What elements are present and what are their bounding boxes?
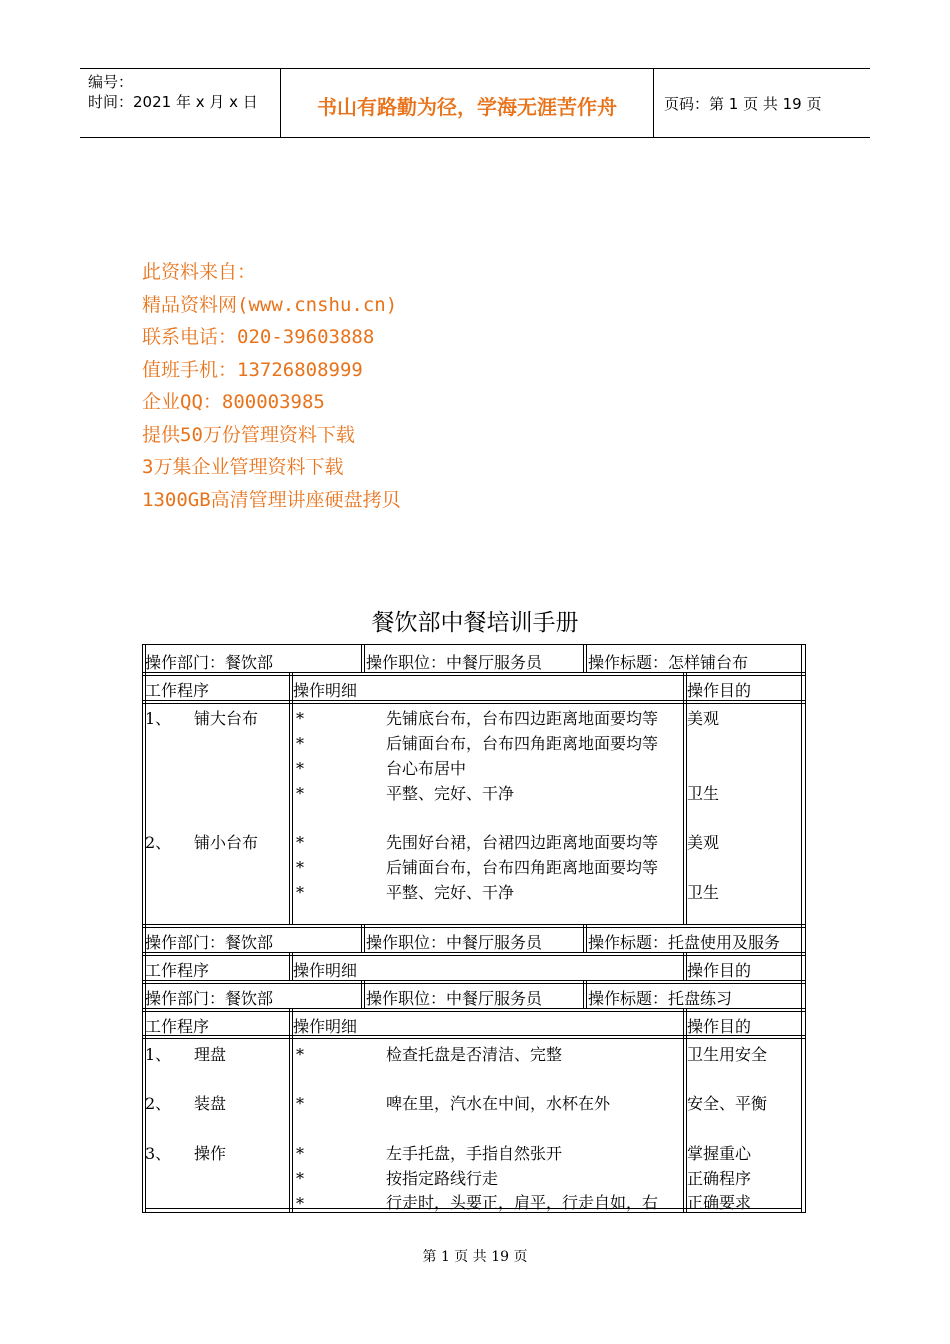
table-border [142, 644, 143, 1213]
col-divider [361, 924, 362, 952]
promo-line: 此资料来自： [142, 261, 257, 283]
step-number: 2、 [145, 833, 172, 852]
row-divider [142, 1011, 806, 1012]
training-table [142, 644, 806, 1213]
promo-line: 企业QQ：800003985 [142, 391, 325, 413]
bullet-mark: * [296, 709, 304, 728]
col-divider [289, 672, 290, 925]
step-number: 1、 [145, 1045, 172, 1064]
promo-line: 值班手机：13726808999 [142, 358, 363, 381]
purpose-text: 安全、平衡 [687, 1094, 768, 1113]
bullet-mark: * [296, 1194, 304, 1213]
detail-text: 后铺面台布，台布四角距离地面要均等 [386, 858, 659, 877]
col-divider [361, 644, 362, 672]
purpose-text: 卫生用安全 [687, 1045, 768, 1064]
col-divider [683, 1008, 684, 1213]
promo-line: 精品资料网(www.cnshu.cn) [142, 293, 398, 316]
col-header-detail: 操作明细 [293, 681, 358, 700]
detail-text: 台心布居中 [386, 759, 467, 778]
step-name: 装盘 [194, 1094, 227, 1113]
row-divider [142, 983, 806, 984]
topic-cell: 操作标题：托盘练习 [588, 989, 733, 1008]
row-divider [142, 924, 806, 925]
col-divider [364, 644, 365, 672]
row-divider [142, 955, 806, 956]
col-divider [683, 672, 684, 925]
detail-text: 按指定路线行走 [386, 1169, 499, 1188]
header-motto-cell [281, 69, 654, 137]
bullet-mark: * [296, 1045, 304, 1064]
promo-line: 联系电话：020-39603888 [142, 326, 375, 348]
table-border [801, 644, 802, 1213]
time-label: 时间：2021 年 x 月 x 日 [88, 93, 258, 111]
col-header-purpose: 操作目的 [687, 681, 752, 700]
number-label: 编号： [88, 73, 134, 91]
promo-line: 1300GB高清管理讲座硬盘拷贝 [142, 488, 401, 511]
purpose-text: 美观 [687, 709, 720, 728]
table-border [805, 644, 806, 1213]
page-footer: 第 1 页 共 19 页 [422, 1249, 528, 1265]
bullet-mark: * [296, 784, 304, 803]
col-divider [364, 980, 365, 1008]
topic-cell: 操作标题：托盘使用及服务 [588, 933, 781, 952]
bullet-mark: * [296, 1094, 304, 1113]
col-divider [586, 924, 587, 952]
col-divider [683, 952, 684, 980]
promo-line: 3万集企业管理资料下载 [142, 456, 344, 478]
purpose-text: 正确要求 [687, 1193, 752, 1212]
header-page-cell [654, 69, 870, 137]
step-name: 操作 [194, 1144, 227, 1163]
header-meta-cell [80, 69, 281, 137]
position-cell: 操作职位：中餐厅服务员 [366, 989, 543, 1008]
purpose-text: 卫生 [687, 784, 720, 803]
step-number: 1、 [145, 709, 172, 728]
page-counter: 页码：第 1 页 共 19 页 [664, 95, 822, 113]
bullet-mark: * [296, 858, 304, 877]
col-divider [289, 952, 290, 980]
col-header-procedure: 工作程序 [145, 961, 210, 980]
step-name: 理盘 [194, 1045, 227, 1064]
col-divider [583, 980, 584, 1008]
bullet-mark: * [296, 833, 304, 852]
motto: 书山有路勤为径，学海无涯苦作舟 [317, 95, 617, 119]
detail-text: 后铺面台布，台布四角距离地面要均等 [386, 734, 659, 753]
document-title: 餐饮部中餐培训手册 [371, 610, 579, 636]
step-number: 2、 [145, 1094, 172, 1113]
purpose-text: 掌握重心 [687, 1144, 752, 1163]
col-header-procedure: 工作程序 [145, 681, 210, 700]
position-cell: 操作职位：中餐厅服务员 [366, 933, 543, 952]
detail-text: 检查托盘是否清洁、完整 [386, 1045, 563, 1064]
table-border [145, 644, 146, 1213]
col-divider [583, 924, 584, 952]
detail-text: 平整、完好、干净 [386, 883, 515, 902]
step-number: 3、 [145, 1144, 172, 1163]
bullet-mark: * [296, 759, 304, 778]
detail-text: 平整、完好、干净 [386, 784, 515, 803]
detail-text: 先铺底台布，台布四边距离地面要均等 [386, 709, 659, 728]
promo-block [142, 256, 401, 516]
page-header [80, 68, 870, 138]
col-divider [361, 980, 362, 1008]
dept-cell: 操作部门：餐饮部 [145, 933, 274, 952]
topic-cell: 操作标题：怎样铺台布 [588, 653, 749, 672]
purpose-text: 正确程序 [687, 1169, 752, 1188]
col-header-purpose: 操作目的 [687, 1017, 752, 1036]
dept-cell: 操作部门：餐饮部 [145, 653, 274, 672]
col-header-procedure: 工作程序 [145, 1017, 210, 1036]
row-divider [142, 927, 806, 928]
col-header-detail: 操作明细 [293, 1017, 358, 1036]
detail-text: 行走时，头要正，肩平，行走自如，右 [386, 1193, 659, 1212]
step-name: 铺小台布 [194, 833, 259, 852]
position-cell: 操作职位：中餐厅服务员 [366, 653, 543, 672]
col-divider [292, 672, 293, 925]
col-divider [364, 924, 365, 952]
purpose-text: 美观 [687, 833, 720, 852]
bullet-mark: * [296, 883, 304, 902]
col-divider [292, 1008, 293, 1213]
col-header-detail: 操作明细 [293, 961, 358, 980]
row-divider [142, 1038, 806, 1039]
col-header-purpose: 操作目的 [687, 961, 752, 980]
bullet-mark: * [296, 734, 304, 753]
step-name: 铺大台布 [194, 709, 259, 728]
detail-text: 先围好台裙，台裙四边距离地面要均等 [386, 833, 659, 852]
col-divider [586, 980, 587, 1008]
row-divider [142, 703, 806, 704]
detail-text: 左手托盘，手指自然张开 [386, 1144, 563, 1163]
detail-text: 啤在里，汽水在中间，水杯在外 [386, 1094, 611, 1113]
bullet-mark: * [296, 1169, 304, 1188]
table-border [142, 644, 806, 645]
col-divider [583, 644, 584, 672]
row-divider [142, 675, 806, 676]
dept-cell: 操作部门：餐饮部 [145, 989, 274, 1008]
col-divider [586, 644, 587, 672]
promo-line: 提供50万份管理资料下载 [142, 423, 355, 446]
col-divider [289, 1008, 290, 1213]
bullet-mark: * [296, 1144, 304, 1163]
purpose-text: 卫生 [687, 883, 720, 902]
